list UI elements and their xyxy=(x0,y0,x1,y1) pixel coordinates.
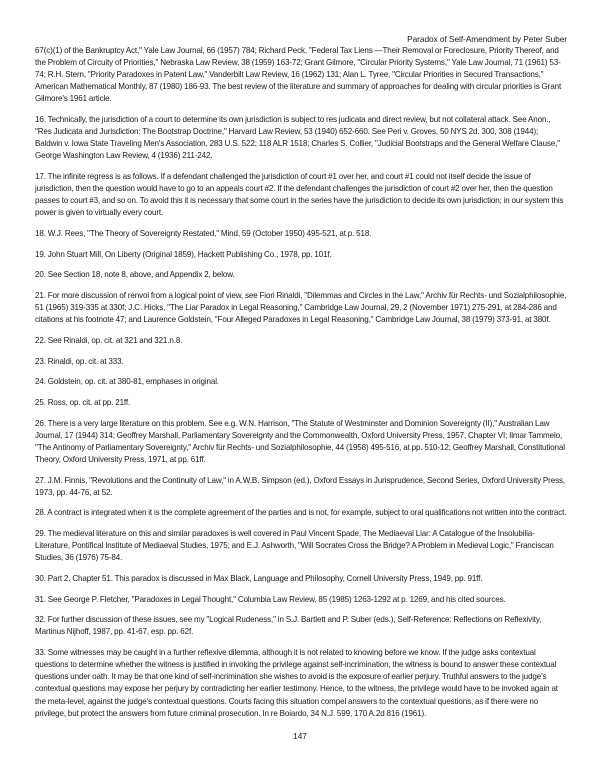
endnotes-list xyxy=(35,45,567,720)
endnote-33: 33. Some witnesses may be caught in a further reflexive dilemma, although it is not related to knowing before we know. If the judge asks contextual questions to determine whether the witness is justified in invoking the privilege against self-incrimination, the witness is bound to answer these contextual questions under oath. It may be that one kind of self-incrimination she wishes to avoid is the exposure of earlier perjury. Truthful answers to the judge's contextual questions may expose her perjury by contradicting her earlier testimony. Hence, to the witness, the privilege would have to be invoked again at the meta-level, against the judge's contextual questions. Courts facing this situation compel answers to the contextual questions, as if there were no privilege, but protect the answers from future criminal prosecution. In re Boiardo, 34 N.J. 599, 170 A.2d 816 (1961). xyxy=(35,648,558,718)
endnote-29: 29. The medieval literature on this and similar paradoxes is well covered in Paul Vincent Spade, The Mediaeval Liar: A Catalogue of the Insolubilia-Literature, Pontifical Institute of Mediaeval Studies, 1975; and E.J. Ashworth, "Will Socrates Cross the Bridge? A Problem in Medieval Logic," Franciscan Studies, 36 (1976) 75-84. xyxy=(35,529,554,563)
endnote-26: 26. There is a very large literature on this problem. See e.g. W.N. Harrison, "The Statute of Westminster and Dominion Sovereignty (II)," Australian Law Journal, 17 (1944) 314; Geoffrey Marshall, Parliamentary Sovereignty and the Commonwealth, Oxford University Press, 1957, Chapter VI; Ilmar Tammelo, "The Antinomy of Parliamentary Sovereignty," Archiv für Rechts- und Sozialphilosophie, 44 (1958) 495-516, at pp. 510-12; Geoffrey Marshall, Constitutional Theory, Oxford University Press, 1971, at pp. 61ff. xyxy=(35,418,565,464)
endnote-23: 23. Rinaldi, op. cit. at 333. xyxy=(35,356,124,366)
endnote-17: 17. The infinite regress is as follows. If a defendant challenged the jurisdiction of court #1 over her, and court #1 could not itself decide the issue of jurisdiction, then the question would have to go to an appeals court #2. If the defendant challenges the jurisdiction of court #2 over her, then the question passes to court #3, and so on. To avoid this it is necessary that some court in the series have the jurisdiction to decide its own jurisdiction; in our system this power is given to virtually every court. xyxy=(35,172,564,218)
endnote-25: 25. Ross, op. cit. at pp. 21ff. xyxy=(35,398,131,407)
endnote-22: 22. See Rinaldi, op. cit. at 321 and 321.n.8. xyxy=(35,335,183,345)
endnote-27: 27. J.M. Finnis, "Revolutions and the Continuity of Law," in A.W.B. Simpson (ed.), Oxford Essays in Jurisprudence, Second Series, Oxford University Press, 1973, pp. 44-76, at 52. xyxy=(35,475,566,497)
endnote-31: 31. See George P. Fletcher, "Paradoxes in Legal Thought," Columbia Law Review, 85 (1985) 1263-1292 at p. 1269, and his cited sources. xyxy=(35,594,506,604)
page-number: 147 xyxy=(293,731,307,741)
running-header: Paradox of Self-Amendment by Peter Suber xyxy=(407,34,567,44)
endnote-21: 21. For more discussion of renvoi from a logical point of view, see Fiori Rinaldi, "Dilemmas and Circles in the Law," Archiv für Rechts- und Sozialphilosophie, 51 (1965) 319-335 at 330f; J.C. Hicks, "The Liar Paradox in Legal Reasoning," Cambridge Law Journal, 29, 2 (November 1971) 275-291, at 284-286 and citations at his footnote 47; and Laurence Goldstein, "Four Alleged Paradoxes in Legal Reasoning," Cambridge Law Journal, 38 (1979) 373-91, at 380f. xyxy=(35,291,567,325)
endnote-28: 28. A contract is integrated when it is the complete agreement of the parties and is not, for example, subject to oral qualifications not written into the contract. xyxy=(35,508,567,518)
endnote-16: 16. Technically, the jurisdiction of a court to determine its own jurisdiction is subject to res judicata and direct review, but not collateral attack. See Anon., "Res Judicata and Jurisdiction: The Bootstrap Doctrine," Harvard Law Review, 53 (1940) 652-660. See Peri v. Groves, 50 NYS 2d. 300, 308 (1944); Baldwin v. Iowa State Traveling Men's Association, 283 U.S. 522; 118 ALR 1518; Charles S. Collier, "Judicial Bootstraps and the General Welfare Clause," George Washington Law Review, 4 (1936) 211-242. xyxy=(35,115,560,161)
endnote-15-continued: 67(c)(1) of the Bankruptcy Act," Yale Law Journal, 66 (1957) 784; Richard Peck, "Federal Tax Liens —Their Removal or Foreclosure, Priority Thereof, and the Problem of Circuity of Priorities," Nebraska Law Review, 38 (1959) 163-72; Grant Gilmore, "Circular Priority Systems," Yale Law Journal, 71 (1961) 53-74; R.H. Stern, "Priority Paradoxes in Patent Law," Vanderbilt Law Review, 16 (1962) 131; Alan L. Tyree, "Circular Priorities in Secured Transactions," American Mathematical Monthly, 87 (1980) 186-93. The best review of the literature and summary of approaches for dealing with circular priorities is Grant Gilmore's 1961 article. xyxy=(35,46,562,104)
page-body xyxy=(35,34,567,728)
endnote-30: 30. Part 2, Chapter 51. This paradox is discussed in Max Black, Language and Philosophy, Cornell University Press, 1949, pp. 91ff. xyxy=(35,574,483,583)
endnote-18: 18. W.J. Rees, "The Theory of Sovereignty Restated," Mind, 59 (October 1950) 495-521, at p. 518. xyxy=(35,229,372,238)
endnote-20: 20. See Section 18, note 8, above, and Appendix 2, below. xyxy=(35,270,235,280)
endnote-19: 19. John Stuart Mill, On Liberty (Original 1859), Hackett Publishing Co., 1978, pp. 101f. xyxy=(35,249,332,259)
endnote-32: 32. For further discussion of these issues, see my "Logical Rudeness," in S.J. Bartlett and P. Suber (eds.), Self-Reference: Reflections on Reflexivity, Martinus Nijhoff, 1987, pp. 41-67, esp. pp. 62f. xyxy=(35,615,542,637)
endnote-24: 24. Goldstein, op. cit. at 380-81, emphases in original. xyxy=(35,377,220,387)
